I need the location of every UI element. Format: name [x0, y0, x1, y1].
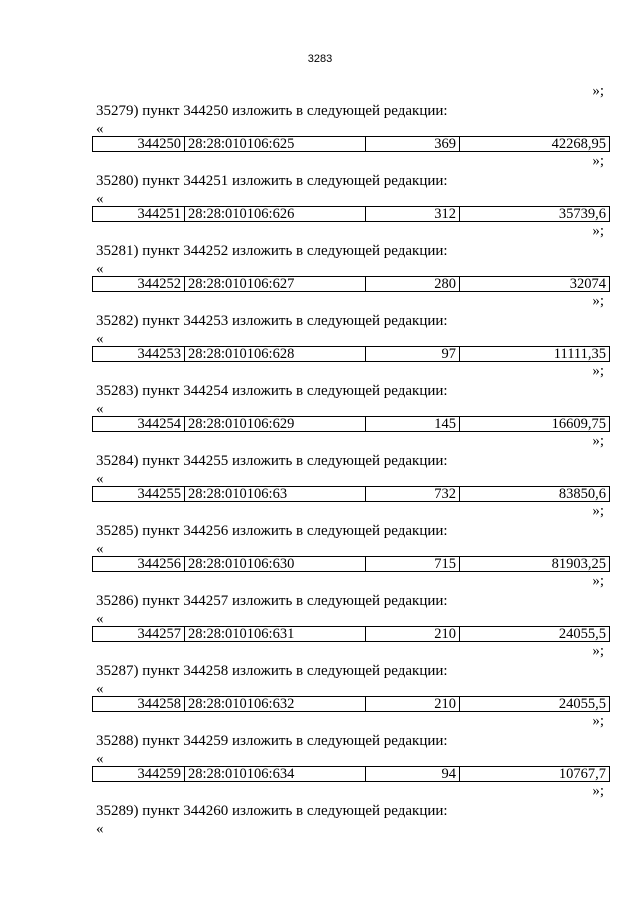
table-row	[92, 136, 610, 152]
item-number-cell: 344253	[93, 347, 185, 361]
value-cell: 32074	[569, 277, 606, 291]
opening-quote: «	[96, 821, 104, 837]
value-cell: 83850,6	[558, 487, 606, 501]
closing-quote: »;	[592, 153, 604, 169]
closing-quote: »;	[592, 433, 604, 449]
item-number-cell: 344257	[93, 627, 185, 641]
cadastral-number-cell: 28:28:010106:627	[185, 277, 366, 291]
item-number-cell: 344258	[93, 697, 185, 711]
cadastral-number-cell: 28:28:010106:628	[185, 347, 366, 361]
table-row	[92, 416, 610, 432]
area-cell: 280	[366, 277, 460, 291]
opening-quote: «	[96, 541, 104, 557]
area-cell: 94	[366, 767, 460, 781]
area-cell: 732	[366, 487, 460, 501]
area-cell: 145	[366, 417, 460, 431]
amendment-instruction: 35288) пункт 344259 изложить в следующей редакции:	[96, 733, 448, 749]
area-cell: 97	[366, 347, 460, 361]
amendment-instruction: 35282) пункт 344253 изложить в следующей редакции:	[96, 313, 448, 329]
opening-quote: «	[96, 261, 104, 277]
table-row	[92, 346, 610, 362]
page-number: 3283	[307, 53, 333, 65]
item-number-cell: 344254	[93, 417, 185, 431]
opening-quote: «	[96, 331, 104, 347]
value-cell: 24055,5	[558, 627, 606, 641]
opening-quote: «	[96, 471, 104, 487]
closing-quote: »;	[592, 503, 604, 519]
table-row	[92, 766, 610, 782]
opening-quote: «	[96, 681, 104, 697]
closing-quote: »;	[592, 573, 604, 589]
closing-quote: »;	[592, 223, 604, 239]
value-cell: 81903,25	[551, 557, 606, 571]
table-row	[92, 556, 610, 572]
amendment-instruction: 35281) пункт 344252 изложить в следующей редакции:	[96, 243, 448, 259]
value-cell: 35739,6	[558, 207, 606, 221]
area-cell: 210	[366, 627, 460, 641]
amendment-instruction: 35289) пункт 344260 изложить в следующей редакции:	[96, 803, 448, 819]
opening-quote: «	[96, 191, 104, 207]
cadastral-number-cell: 28:28:010106:630	[185, 557, 366, 571]
value-cell: 10767,7	[558, 767, 606, 781]
item-number-cell: 344251	[93, 207, 185, 221]
value-cell: 24055,5	[558, 697, 606, 711]
value-cell: 42268,95	[551, 137, 606, 151]
cadastral-number-cell: 28:28:010106:63	[185, 487, 366, 501]
table-row	[92, 486, 610, 502]
closing-quote: »;	[592, 713, 604, 729]
cadastral-number-cell: 28:28:010106:626	[185, 207, 366, 221]
item-number-cell: 344252	[93, 277, 185, 291]
opening-quote: «	[96, 401, 104, 417]
table-row	[92, 276, 610, 292]
area-cell: 312	[366, 207, 460, 221]
document-body	[92, 82, 610, 836]
amendment-instruction: 35286) пункт 344257 изложить в следующей редакции:	[96, 593, 448, 609]
item-number-cell: 344259	[93, 767, 185, 781]
closing-quote: »;	[592, 643, 604, 659]
amendment-instruction: 35279) пункт 344250 изложить в следующей редакции:	[96, 103, 448, 119]
cadastral-number-cell: 28:28:010106:634	[185, 767, 366, 781]
closing-quote: »;	[592, 783, 604, 799]
table-row	[92, 206, 610, 222]
value-cell: 16609,75	[551, 417, 606, 431]
area-cell: 715	[366, 557, 460, 571]
closing-quote: »;	[592, 363, 604, 379]
closing-quote: »;	[592, 83, 604, 99]
opening-quote: «	[96, 751, 104, 767]
area-cell: 210	[366, 697, 460, 711]
closing-quote: »;	[592, 293, 604, 309]
item-number-cell: 344256	[93, 557, 185, 571]
area-cell: 369	[366, 137, 460, 151]
amendment-instruction: 35283) пункт 344254 изложить в следующей редакции:	[96, 383, 448, 399]
value-cell: 11111,35	[553, 347, 606, 361]
cadastral-number-cell: 28:28:010106:629	[185, 417, 366, 431]
opening-quote: «	[96, 611, 104, 627]
item-number-cell: 344255	[93, 487, 185, 501]
item-number-cell: 344250	[93, 137, 185, 151]
amendment-instruction: 35285) пункт 344256 изложить в следующей редакции:	[96, 523, 448, 539]
amendment-instruction: 35287) пункт 344258 изложить в следующей редакции:	[96, 663, 448, 679]
cadastral-number-cell: 28:28:010106:632	[185, 697, 366, 711]
opening-quote: «	[96, 121, 104, 137]
amendment-instruction: 35284) пункт 344255 изложить в следующей редакции:	[96, 453, 448, 469]
table-row	[92, 696, 610, 712]
amendment-instruction: 35280) пункт 344251 изложить в следующей редакции:	[96, 173, 448, 189]
cadastral-number-cell: 28:28:010106:631	[185, 627, 366, 641]
cadastral-number-cell: 28:28:010106:625	[185, 137, 366, 151]
table-row	[92, 626, 610, 642]
